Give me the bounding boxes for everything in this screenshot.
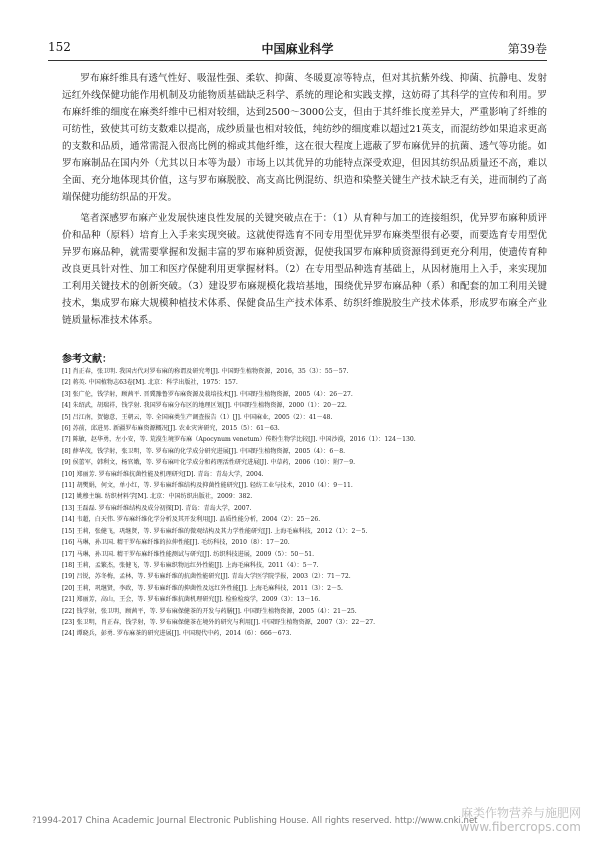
- reference-item: [10] 郑丽芳. 罗布麻纤维抗菌性能及机理研究[D]. 青岛：青岛大学，2004.: [62, 470, 264, 478]
- references-heading: 参考文献：: [62, 354, 112, 365]
- reference-item: [14] 韦超，白天伟. 罗布麻纤维化学分析及其开发利用[J]. 品质性能分析，2004（2）：25－26.: [62, 516, 321, 524]
- reference-item: [1] 肖正春，张卫明. 我国古代对罗布麻的称谓及研究考[J]. 中国野生植物资源，2016，35（3）：55－57.: [62, 368, 349, 375]
- reference-item: [5] 吕江南，贺德意，王朝云，等. 全国麻类生产调查报告（1）[J]. 中国麻业，2005（2）：41－48.: [62, 413, 333, 421]
- body-paragraph: 笔者深感罗布麻产业发展快速良性发展的关键突破点在于：（1）从育种与加工的连接组织，优异罗布麻种质评价和品种（原料）培育上入手来实现突破。这就使得选育不同专用型优异罗布麻类型很有必要，而要选育专用型优异罗布麻品种，就需要掌握和发掘丰富的罗布麻种质资源，促使我国罗布麻种质资源得到更充分利用，使遗传育种改良更具针对性、加工和医疗保健利用更掌握材料。（2）在专用型品种选育基础上，从因材施用上入手，来实现加工利用关键技术的创新突破。（3）建设罗布麻规模化栽培基地，围绕优异罗布麻品种（系）和配套的加工利用关键技术，集成罗布麻大规模种植技术体系、保健食品生产技术体系、纺织纤维脱胶生产技术体系，形成罗布麻全产业链质量标准技术体系。: [62, 213, 547, 326]
- reference-item: [17] 马琳，孙卫国. 精干罗布麻纤维性能测试与研究[J]. 纺织科技进展，2009（5）：50－51.: [62, 550, 315, 558]
- reference-item: [9] 侯蕾军，韩利文，杨官娥，等. 罗布麻叶化学成分和药理活性研究进展[J]. 中草药，2006（10）：附7－9.: [62, 459, 356, 467]
- reference-item: [11] 胡樊娟，何文，单小红，等. 罗布麻纤维结构及抑菌性能研究[J]. 轻纺工业与技术，2010（4）：9－11.: [62, 482, 353, 490]
- reference-item: [21] 郑丽芳，高山，王会，等. 罗布麻纤维抗菌机理研究[J]. 检验检疫学，2009（3）：13－16.: [62, 596, 321, 604]
- article-body: [62, 70, 547, 329]
- reference-item: [15] 王莉，张健飞，巩继贤，等. 罗布麻纤维的微观结构及其力学性能研究[J]. 上海毛麻科技，2012（1）：2－5.: [62, 527, 368, 535]
- reference-item: [2] 蒋英. 中国植物志63卷[M]. 北京：科学出版社，1975：157.: [62, 379, 238, 387]
- reference-item: [12] 姚穆主编. 纺织材料学[M]. 北京：中国纺织出版社，2009：382.: [62, 493, 253, 501]
- page-number: 152: [48, 40, 71, 54]
- reference-item: [6] 苏前，邱进男. 新疆罗布麻资源概况[J]. 农业灾害研究，2015（5）：61－63.: [62, 425, 280, 433]
- reference-item: [22] 钱学射，张卫明，顾茜平，等. 罗布麻保健茶的开发与药膳[J]. 中国野生植物资源，2005（4）：21－25.: [62, 607, 357, 615]
- copyright-footer[interactable]: ?1994-2017 China Academic Journal Electronic Publishing House. All rights reserved. http://www.cnki.net: [32, 816, 478, 826]
- reference-item: [24] 谭晓兵，彭勇. 罗布麻茶的研究进展[J]. 中国现代中药，2014（6）：666－673.: [62, 630, 292, 638]
- reference-item: [13] 王磊磊. 罗布麻纤维结构及成分初探[D]. 青岛：青岛大学，2007.: [62, 504, 252, 512]
- site-watermark: [460, 806, 581, 834]
- references-list: [62, 366, 553, 640]
- header-rule: [48, 60, 547, 61]
- journal-title: 中国麻业科学: [261, 42, 334, 56]
- reference-item: [20] 王莉，巩继贤，李政，等. 罗布麻纤维的抑菌性及远红外性能[J]. 上海毛麻科技，2011（3）：2－5.: [62, 584, 343, 592]
- watermark-url: www.fibercrops.com: [459, 820, 581, 834]
- reference-item: [8] 薛华茂，钱学射，张卫明，等. 罗布麻的化学成分研究进展[J]. 中国野生植物资源，2005（4）：6－8.: [62, 447, 346, 455]
- reference-item: [23] 张卫明，肖正春，钱学射，等. 罗布麻保健茶在境外的研究与利用[J]. 中国野生植物资源，2007（3）：22－27.: [62, 618, 376, 626]
- page-header: [48, 40, 547, 58]
- body-paragraph: 罗布麻纤维具有透气性好、吸湿性强、柔软、抑菌、冬暖夏凉等特点，但对其抗紫外线、抑菌、抗静电、发射远红外线保健功能作用机制及功能物质基础缺乏科学、系统的理论和实践支撑，这妨碍了其科学的宣传和利用。罗布麻纤维的细度在麻类纤维中已相对较细，达到2500～3000公支，但由于其纤维长度差异大，严重影响了纤维的可纺性，致使其可纺支数难以提高，成纱质量也相对较低，纯纺纱的细度难以超过21英支，而混纺纱如果追求更高的支数和品质，通常需混入很高比例的棉或其他纤维，这在很大程度上遮蔽了罗布麻优异的抗菌、透气等功能。如罗布麻制品在国内外（尤其以日本等为最）市场上以其优异的功能特点深受欢迎，但因其纺织品质量还不高，难以全面、充分地体现其价值，这与罗布麻脱胶、高支高比例混纺、织造和染整关键生产技术缺乏有关，进而制约了高端保健功能纺织品的开发。: [62, 73, 547, 203]
- reference-item: [16] 马琳，孙卫国. 精干罗布麻纤维的拉伸性能[J]. 毛纺科技，2010（8）：17－20.: [62, 539, 290, 547]
- reference-item: [7] 陈敏，赵华勇，左小安，等. 荒漠生境罗布麻（Apocynum venetum）传粉生物学比较[J]. 中国沙漠，2016（1）：124－130.: [62, 436, 416, 444]
- reference-item: [18] 王莉，孟繁杰，张健飞，等. 罗布麻织物远红外性能[J]. 上海毛麻科技，2011（4）：5－7.: [62, 561, 319, 569]
- watermark-line: 麻类作物营养与施肥网: [460, 806, 581, 820]
- reference-item: [19] 吕锐，苏冬梅，孟林，等. 罗布麻纤维的抗菌性能研究[J]. 青岛大学医学院学报，2003（2）：71－72.: [62, 573, 351, 581]
- reference-item: [4] 朱绍武，胡瑞祥，钱学射. 我国罗布麻分布区的地理区划[J]. 中国野生植物资源，2000（1）：20－22.: [62, 402, 347, 410]
- reference-item: [3] 张广伦，钱学射，顾茜平. 晋冀豫鲁罗布麻资源及栽培技术[J]. 中国野生植物资源，2005（4）：26－27.: [62, 390, 353, 398]
- volume-label: 第39卷: [507, 42, 547, 56]
